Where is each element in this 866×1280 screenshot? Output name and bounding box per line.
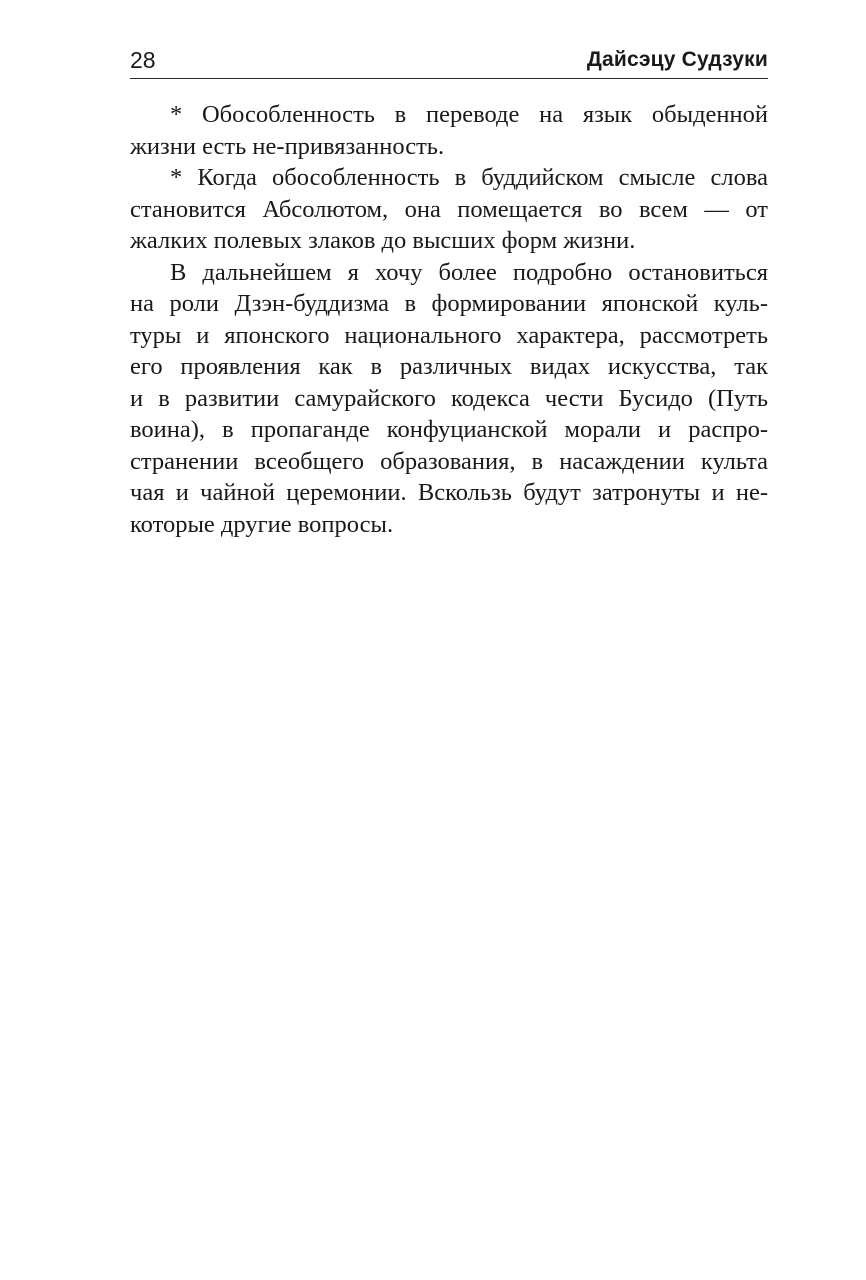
text-line: и в развитии самурайского кодекса чести Бусидо (Путь (130, 384, 768, 412)
body-text (130, 99, 768, 540)
text-line: жалких полевых злаков до высших форм жизни. (130, 227, 636, 254)
text-line: его проявления как в различных видах искусства, так (130, 353, 768, 380)
paragraph (130, 257, 768, 541)
text-line: В дальнейшем я хочу более подробно остановиться (170, 258, 768, 286)
running-title: Дайсэцу Судзуки (586, 48, 768, 71)
paragraph (130, 162, 768, 257)
page-number: 28 (130, 47, 156, 73)
text-line: на роли Дзэн-буддизма в формировании японской куль- (130, 290, 768, 317)
text-line: странении всеобщего образования, в насаждении культа (130, 447, 768, 475)
text-line: которые другие вопросы. (130, 510, 394, 538)
running-header (130, 44, 768, 79)
text-line: туры и японского национального характера, рассмотреть (130, 321, 768, 349)
text-line: становится Абсолютом, она помещается во всем — от (130, 195, 768, 223)
text-line: воина), в пропаганде конфуцианской морали и распро- (130, 416, 768, 443)
text-line: * Когда обособленность в буддийском смысле слова (170, 164, 768, 191)
text-line: * Обособленность в переводе на язык обыденной (170, 101, 768, 128)
text-line: чая и чайной церемонии. Вскользь будут затронуты и не- (130, 479, 768, 506)
text-line: жизни есть не-привязанность. (130, 132, 445, 160)
paragraph (130, 99, 768, 162)
